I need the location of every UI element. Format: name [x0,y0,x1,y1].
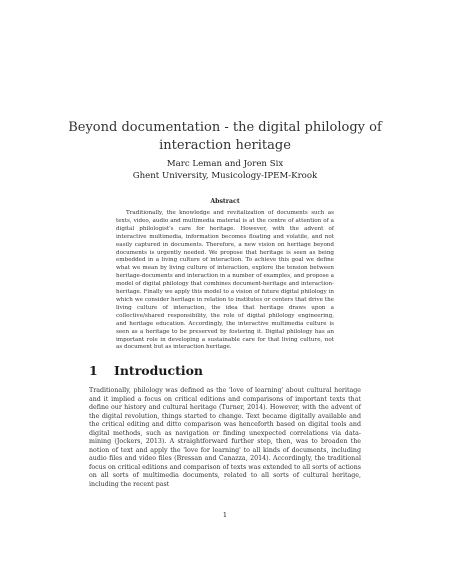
paper-title: Beyond documentation - the digital philology of interaction heritage [68,120,382,153]
author-affiliation: Ghent University, Musicology-IPEM-Krook [132,171,318,181]
introduction-text: Traditionally, philology was defined as the 'love of learning' about cultural heritage and it implied a focus on critical editions and comparisons of important texts that define our history and cultural heritage (Turner, 2014). However, with the advent of the digital revolution, things started to change. Text became digitally available and the critical editing and ditto comparison was henceforth based on digital tools and digital methods, such as navigation or finding unexpected correlations via data-mining (Jockers, 2013). A straightforward further step, then, was to broaden the notion of text and apply the 'love for learning' to all kinds of documents, including audio files and video files (Bressan and Canazza, 2014). Accordingly, the traditional focus on critical editions and comparison of texts was extended to all sorts of actions on all sorts of multimedia documents, related to all sorts of cultural heritage, including the recent past [89,387,361,489]
author-names: Marc Leman and Joren Six [166,159,284,169]
section-number: 1 [89,363,98,378]
section-title: Introduction [114,363,204,378]
abstract-heading: Abstract [210,198,240,205]
author-block [80,158,370,182]
abstract-text: Traditionally, the knowledge and revitalization of documents such as texts, video, audio and multimedia material is at the centre of attention of a digital philologist's care for heritage. However, with the advent of interactive multimedia, information becomes floating and volatile, and not easily captured in documents. Therefore, a new vision on heritage beyond documents is urgently needed. We propose that heritage is seen as being embedded in a living culture of interaction. To achieve this goal we define what we mean by living culture of interaction, explore the tension between heritage-documents and interaction in a number of examples, and propose a model of digital philology that combines document-heritage and interaction-heritage. Finally we apply this model to a vision of future digital philology in which we consider heritage in relation to institutes or centers that drive the living culture of interaction, the idea that heritage draws upon a collective/shared responsibility, the role of digital philology engineering, and heritage education. Accordingly, the interactive multimedia culture is seen as a heritage to be preserved by fostering it. Digital philology has an important role in developing a sustainable care for that living culture, not as document but as interaction heritage. [116,210,334,351]
page-number: 1 [222,511,228,519]
section-heading [89,363,203,378]
